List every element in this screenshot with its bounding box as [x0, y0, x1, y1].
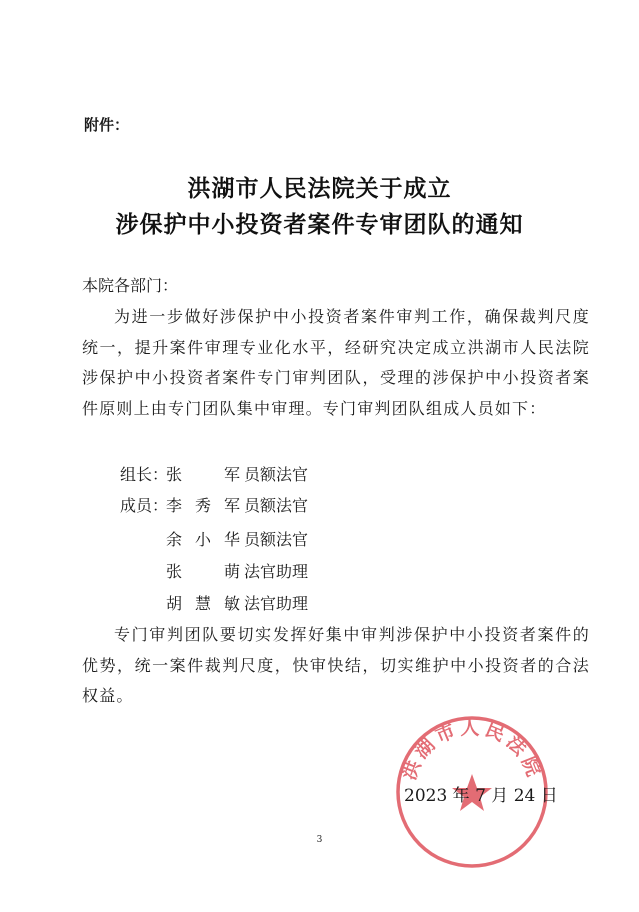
body-paragraph-1: 为进一步做好涉保护中小投资者案件审判工作，确保裁判尺度统一，提升案件审理专业化水平，经研究决定成立洪湖市人民法院涉保护中小投资者案件专门审判团队，受理的涉保护中小投资者案件原则上由专门团队集中审理。专门审判团队组成人员如下： — [82, 307, 590, 418]
members-label: 成员： — [120, 496, 169, 515]
member-position: 员额法官 — [244, 530, 309, 549]
member-name: 李秀军 — [166, 496, 240, 515]
member-name: 张 军 — [166, 465, 240, 484]
member-name: 胡慧敏 — [166, 594, 240, 613]
member-position: 员额法官 — [244, 465, 309, 484]
attachment-label: 附件： — [84, 116, 130, 134]
member-position: 员额法官 — [244, 496, 309, 515]
document-title-line-2: 涉保护中小投资者案件专审团队的通知 — [115, 211, 524, 238]
page-number: 3 — [316, 835, 323, 845]
member-position: 法官助理 — [244, 562, 309, 581]
member-name: 余小华 — [166, 530, 240, 549]
member-name: 张 萌 — [166, 562, 240, 581]
salutation: 本院各部门： — [82, 276, 179, 295]
seal-text: 洪湖市人民法院 — [398, 717, 546, 784]
leader-label: 组长： — [120, 465, 169, 484]
document-date: 2023 年 7 月 24 日 — [404, 786, 558, 806]
member-position: 法官助理 — [244, 594, 309, 613]
body-paragraph-2: 专门审判团队要切实发挥好集中审判涉保护中小投资者案件的优势，统一案件裁判尺度，快审快结，切实维护中小投资者的合法权益。 — [82, 625, 590, 706]
document-title-line-1: 洪湖市人民法院关于成立 — [187, 175, 452, 202]
